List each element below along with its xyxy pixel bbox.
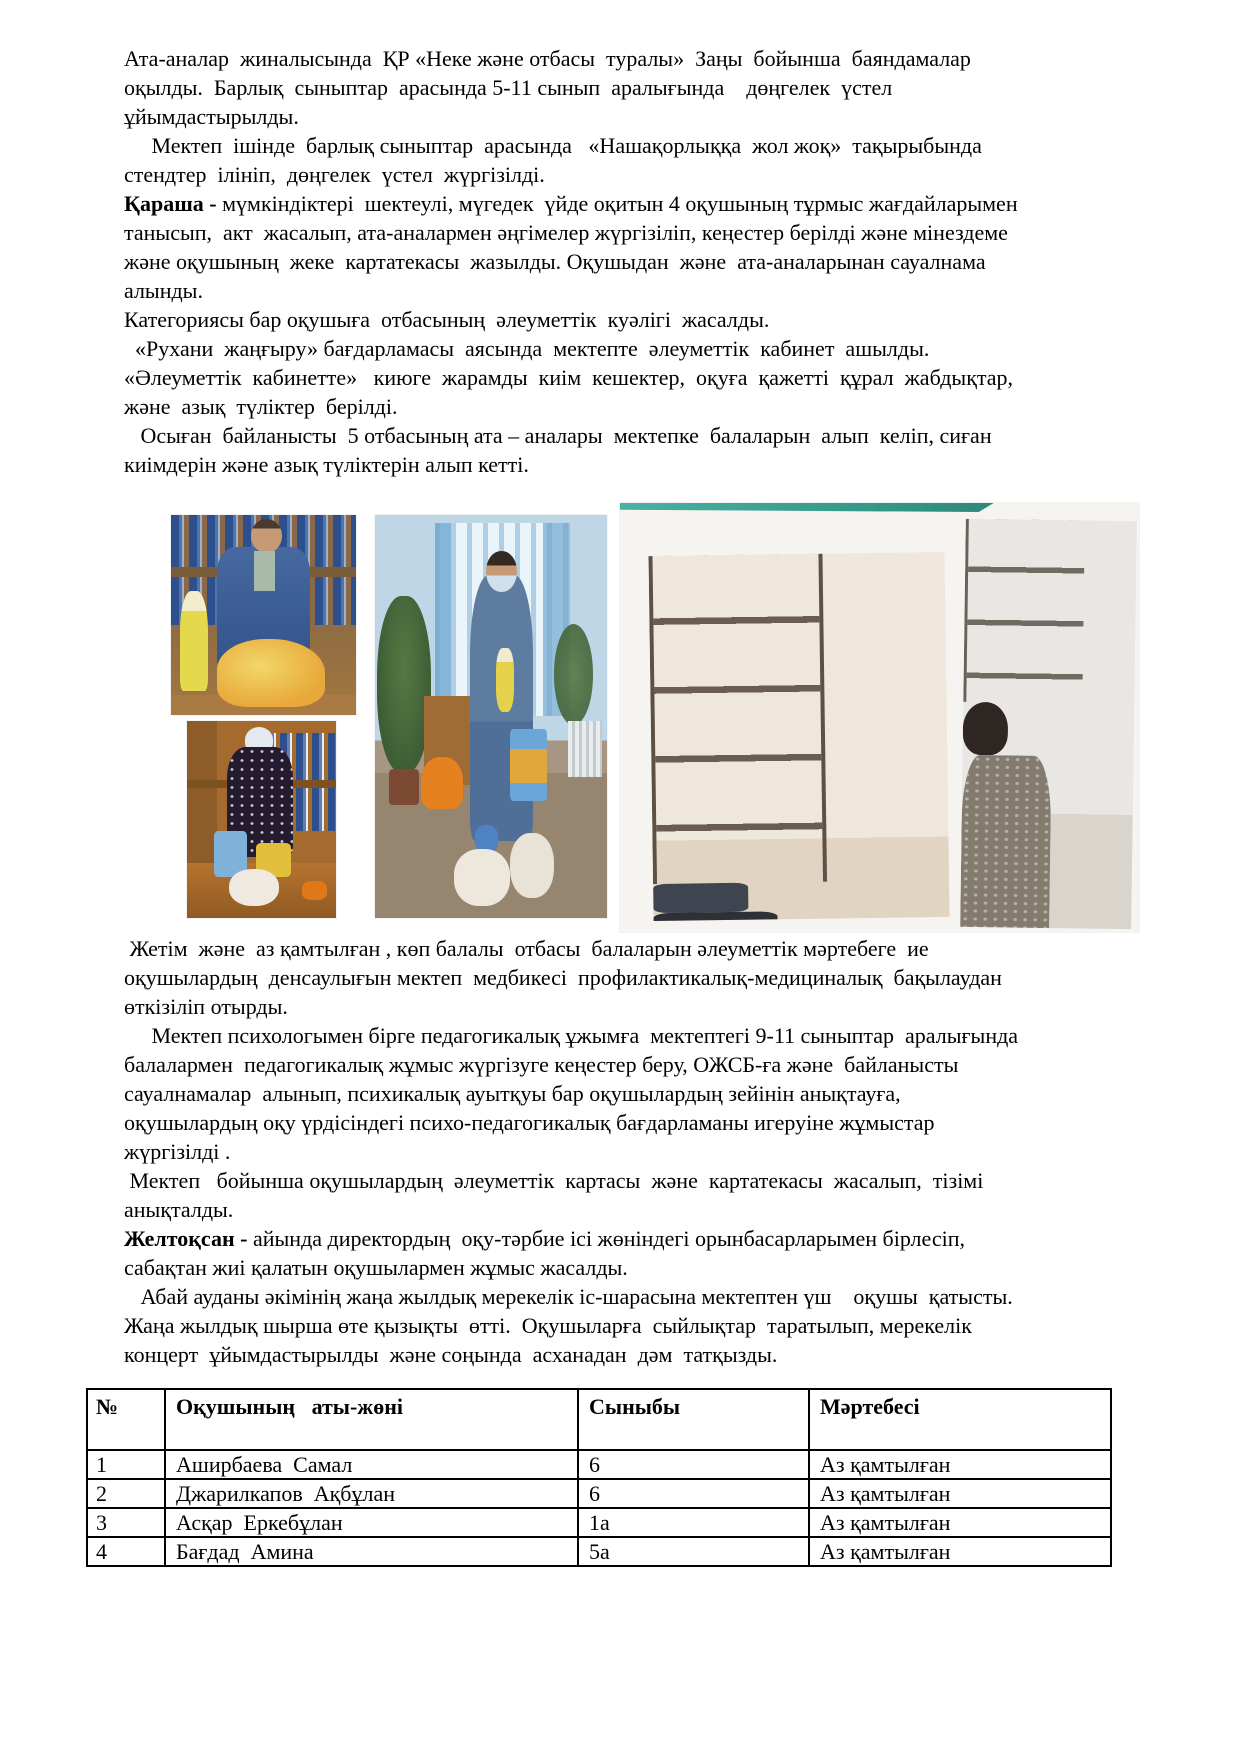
woman-head-with-mask [486,551,516,591]
white-food-sack [454,849,510,905]
houseplant [377,596,430,773]
text-run: киімдерін және азық түліктерін алып кетті. [124,452,529,477]
flower-pot [389,769,419,805]
table-cell: Асқар Еркебұлан [165,1508,578,1537]
text-run: және азық түліктер берілді. [124,394,398,419]
text-line [124,160,1138,189]
text-line [124,247,1138,276]
man-shirt [254,551,274,591]
month-label-bold: Қараша - [124,191,223,216]
text-run: концерт ұйымдастырылды және соңында асханадан дәм татқызды. [124,1342,778,1367]
table-row [87,1508,1111,1537]
text-line [124,1166,1138,1195]
text-line [124,1253,1138,1282]
text-run: оқушылардың оқу үрдісіндегі психо-педагогикалық бағдарламаны игеруіне жұмыстар [124,1110,935,1135]
text-run: Абай ауданы әкімінің жаңа жылдық мерекелік іс-шарасына мектептен үш оқушы қатысты. [124,1284,1013,1309]
student-status-table [86,1388,1112,1567]
photo-social-cabinet-clothing-collage [620,503,1139,932]
white-food-sack [510,833,554,897]
table-cell: Бағдад Амина [165,1537,578,1566]
text-run: оқушылардың денсаулығын мектеп медбикесі профилактикалық-медициналық бақылаудан [124,965,1002,990]
food-bag-white [229,869,280,906]
table-cell: 1 [87,1450,165,1479]
text-line [124,1137,1138,1166]
orange-bag [421,757,463,809]
scene-woman-fitting-coat-on-child [960,519,1137,929]
text-line [124,1282,1138,1311]
text-line [124,44,1138,73]
paragraph [124,1021,1138,1166]
text-line [124,218,1138,247]
text-line [124,1311,1138,1340]
text-line [124,992,1138,1021]
text-run: «Рухани жаңғыру» бағдарламасы аясында мектепте әлеуметтік кабинет ашылды. [124,336,930,361]
text-line [124,421,1138,450]
text-line [124,1079,1138,1108]
text-line [124,334,1138,363]
table-row [87,1450,1111,1479]
table-cell: Аз қамтылған [809,1450,1111,1479]
text-run: танысып, акт жасалып, ата-аналармен әңгімелер жүргізіліп, кеңестер берілді және мінездеме [124,220,1008,245]
paragraph [124,421,1138,479]
text-line [124,1108,1138,1137]
oil-bottle [496,648,515,712]
table-cell: 4 [87,1537,165,1566]
text-line [124,392,1138,421]
paragraph [124,131,1138,189]
text-run: айында директордың оқу-тәрбие ісі жөніндегі орынбасарларымен бірлесіп, [252,1226,965,1251]
text-run: өткізіліп отырды. [124,994,288,1019]
table-row [87,1389,1111,1450]
hanging-plant [554,624,593,725]
photo-man-blue-jacket-food-aid [171,515,356,715]
text-run: Категориясы бар оқушыға отбасының әлеуметтік куәлігі жасалды. [124,307,770,332]
text-run: сабақтан жиі қалатын оқушылармен жұмыс жасалды. [124,1255,628,1280]
paragraph [124,1282,1138,1369]
text-run: және оқушының жеке картатекасы жазылды. Оқушыдан және ата-аналарынан сауалнама [124,249,986,274]
column-header: Мәртебесі [809,1389,1111,1450]
column-header: Оқушының аты-жөні [165,1389,578,1450]
food-package-bag [510,729,547,802]
text-run: оқылды. Барлық сыныптар арасында 5-11 сынып аралығында дөңгелек үстел [124,75,893,100]
text-line [124,1224,1138,1253]
oil-bottle [180,591,208,691]
text-run: Жаңа жылдық шырша өте қызықты өтті. Оқушыларға сыйлықтар таратылып, мерекелік [124,1313,972,1338]
paragraph [124,1224,1138,1282]
table-cell: Аз қамтылған [809,1479,1111,1508]
text-line [124,276,1138,305]
clothes-pile [653,883,748,913]
text-run: стендтер ілініп, дөңгелек үстел жүргізілді. [124,162,545,187]
table-cell: Джарилкапов Ақбұлан [165,1479,578,1508]
paragraph [124,363,1138,421]
text-line [124,1050,1138,1079]
grocery-bag [217,639,324,707]
text-line [124,1340,1138,1369]
scan-edge-artifact [620,503,994,512]
text-run: «Әлеуметтік кабинетте» киюге жарамды киім кешектер, оқуға қажетті құрал жабдықтар, [124,365,1014,390]
text-run: Жетім және аз қамтылған , көп балалы отбасы балаларын әлеуметтік мәртебеге ие [124,936,929,961]
column-header: № [87,1389,165,1450]
table-cell: Аз қамтылған [809,1508,1111,1537]
table-row [87,1537,1111,1566]
text-run: Мектеп психологымен бірге педагогикалық ұжымға мектептегі 9-11 сыныптар аралығында [124,1023,1019,1048]
radiator [568,721,603,777]
text-run: сауалнамалар алынып, психикалық ауытқуы бар оқушылардың зейінін анықтауға, [124,1081,901,1106]
table-header-row [87,1389,1111,1450]
text-run: Мектеп бойынша оқушылардың әлеуметтік картасы және картатекасы жасалып, тізімі [124,1168,984,1193]
text-run: анықталды. [124,1197,234,1222]
text-line [124,131,1138,160]
paragraph [124,189,1138,305]
paragraph [124,305,1138,334]
text-line [124,102,1138,131]
table-body [87,1450,1111,1566]
clothing-rack [649,554,827,885]
paragraph [124,334,1138,363]
table-cell: 5а [578,1537,809,1566]
table-cell: 6 [578,1479,809,1508]
text-run: ұйымдастырылды. [124,104,299,129]
woman-dark-hair [962,702,1007,756]
clothes-pile [654,912,779,921]
text-line [124,963,1138,992]
column-header: Сыныбы [578,1389,809,1450]
table-row [87,1479,1111,1508]
paragraph [124,44,1138,131]
text-run: балалармен педагогикалық жұмыс жүргізуге кеңестер беру, ОЖСБ-ға және байланысты [124,1052,959,1077]
text-run: мүмкіндіктері шектеулі, мүгедек үйде оқитын 4 оқушының тұрмыс жағдайларымен [222,191,1018,216]
table-cell: 1а [578,1508,809,1537]
table-cell: 3 [87,1508,165,1537]
month-label-bold: Желтоқсан - [124,1226,253,1251]
text-line [124,934,1138,963]
table-cell: 6 [578,1450,809,1479]
text-line [124,363,1138,392]
text-run: жүргізілді . [124,1139,231,1164]
scene-mother-daughter-at-shelves [649,552,950,921]
text-line [124,189,1138,218]
man-head [251,519,282,553]
text-line [124,305,1138,334]
text-line [124,1195,1138,1224]
report-text-section-1 [124,44,1138,479]
report-text-section-2 [124,934,1138,1369]
table-cell: Аз қамтылған [809,1537,1111,1566]
text-run: алынды. [124,278,203,303]
table-cell: 2 [87,1479,165,1508]
woman-grey-cardigan [960,755,1051,929]
text-run: Осыған байланысты 5 отбасының ата – аналары мектепке балаларын алып келіп, сиған [124,423,992,448]
photo-woman-mask-oil-bottle [375,515,607,918]
photo-person-mask-food-packages [187,721,336,918]
clothing-rack [963,519,1085,704]
text-line [124,73,1138,102]
text-line [124,1021,1138,1050]
text-run: Мектеп ішінде барлық сыныптар арасында «Нашақорлыққа жол жоқ» тақырыбында [124,133,982,158]
text-run: Ата-аналар жиналысында ҚР «Неке және отбасы туралы» Заңы бойынша баяндамалар [124,46,971,71]
text-line [124,450,1138,479]
table-cell: Аширбаева Самал [165,1450,578,1479]
paragraph [124,1166,1138,1224]
food-package-orange [302,881,327,901]
paragraph [124,934,1138,1021]
